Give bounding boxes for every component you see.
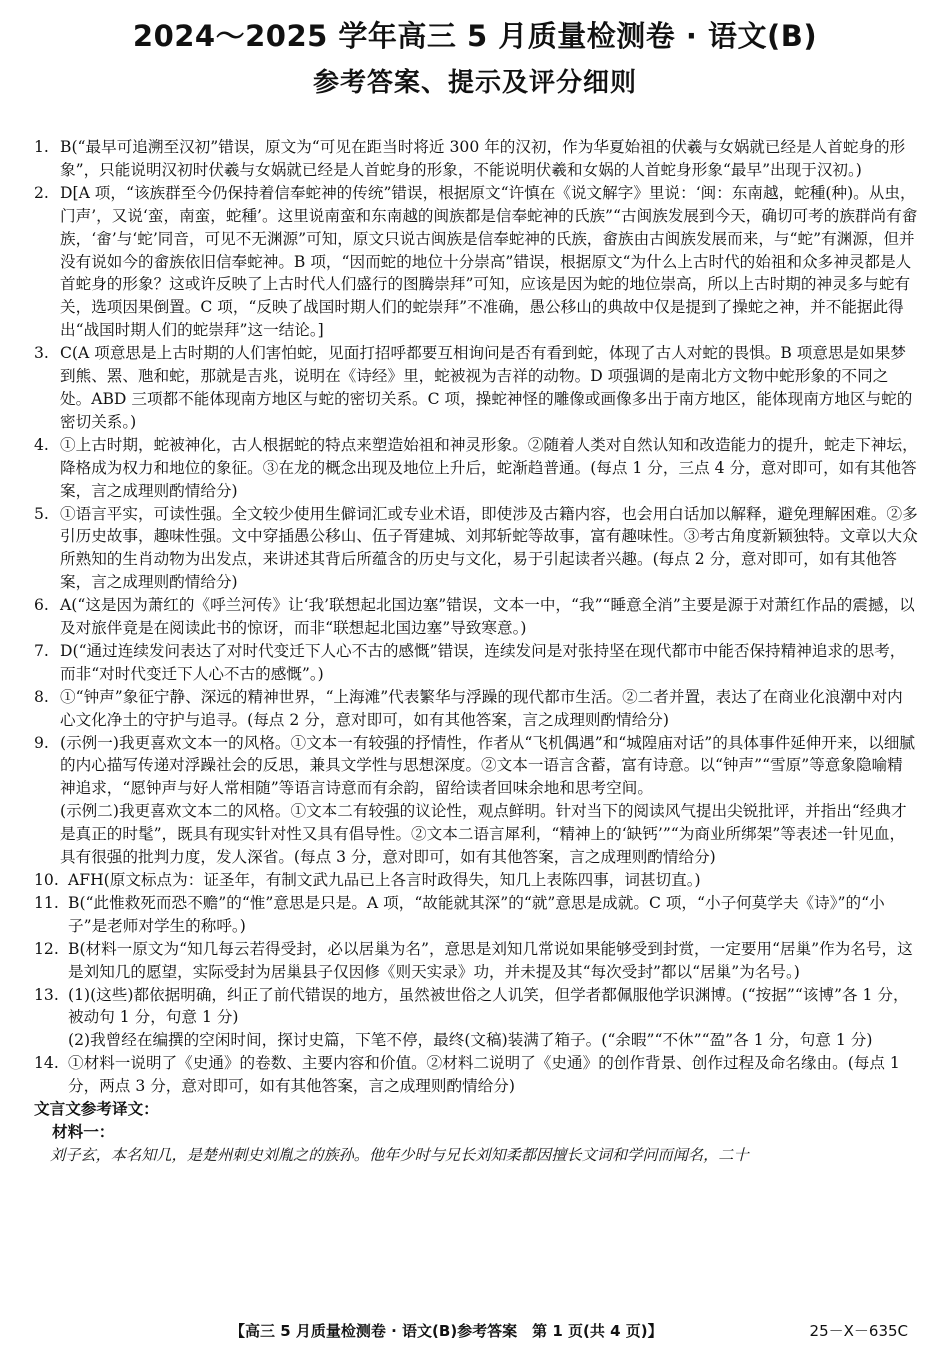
answer-item-9 bbox=[34, 732, 918, 869]
document-title: 2024～2025 学年高三 5 月质量检测卷 · 语文(B) bbox=[132, 19, 818, 53]
answer-item-6 bbox=[34, 594, 918, 640]
footer-doc-code: 25－X－635C bbox=[809, 1322, 908, 1340]
page-footer bbox=[0, 1320, 950, 1344]
answer-item-10 bbox=[34, 869, 918, 892]
answer-item-11 bbox=[34, 892, 918, 938]
answer-text: ①语言平实，可读性强。全文较少使用生僻词汇或专业术语，即使涉及古籍内容，也会用白话加以解释，避免理解困难。②多引历史故事，趣味性强。文中穿插愚公移山、伍子胥建城、刘邦斩蛇等故事，富有趣味性。③考古角度新颖独特。文章以大众所熟知的生肖动物为出发点，来讲述其背后所蕴含的历史与文化，易于引起读者兴趣。(每点 2 分，意对即可，如有其他答案，言之成理则酌情给分) bbox=[60, 504, 918, 592]
answer-number: 2. bbox=[34, 183, 49, 202]
footer-page-label: 【高三 5 月质量检测卷 · 语文(B)参考答案 第 1 页(共 4 页)】 bbox=[230, 1322, 663, 1340]
answer-number: 14. bbox=[34, 1054, 59, 1073]
answer-text: D[A 项，“该族群至今仍保持着信奉蛇神的传统”错误，根据原文“许慎在《说文解字》里说：‘闽：东南越，蛇種(种)。从虫，门声’，又说‘蛮，南蛮，蛇種’。这里说南蛮和东南越的闽族都是信奉蛇神的氏族”“古闽族发展到今天，确切可考的族群尚有畲族，‘畲’与‘蛇’同音，可见不无渊源”可知，原文只说古闽族是信奉蛇神的氏族，畲族由古闽族发展而来，与“蛇”有渊源，但并没有说如今的畲族依旧信奉蛇神。B 项，“因而蛇的地位十分崇高”错误，根据原文“为什么上古时代的始祖和众多神灵都是人首蛇身的形象？这或许反映了上古时代人们盛行的图腾崇拜”可知，应该是因为蛇的地位崇高，所以上古时期的神灵多与蛇有关，选项因果倒置。C 项，“反映了战国时期人们的蛇崇拜”不准确，愚公移山的典故中仅是提到了操蛇之神，并不能据此得出“战国时期人们的蛇崇拜”这一结论。] bbox=[60, 183, 918, 340]
answer-number: 5. bbox=[34, 504, 49, 523]
answer-text: D(“通过连续发问表达了对时代变迁下人心不古的感慨”错误，连续发问是对张持坚在现代都市中能否保持精神追求的思考，而非“对时代变迁下人心不古的感慨”。) bbox=[60, 641, 906, 683]
answer-item-13 bbox=[34, 984, 918, 1053]
answer-item-7 bbox=[34, 640, 918, 686]
answer-number: 8. bbox=[34, 687, 49, 706]
answer-text-part-two: (2)我曾经在编撰的空闲时间，探讨史篇，下笔不停，最终(文稿)装满了箱子。(“余暇”“不休”“盈”各 1 分，句意 1 分) bbox=[68, 1031, 873, 1050]
answer-text: B(“最早可追溯至汉初”错误，原文为“可见在距当时将近 300 年的汉初，作为华夏始祖的伏羲与女娲就已经是人首蛇身的形象”，只能说明汉初时伏羲与女娲就已经是人首蛇身的形象，不能说明伏羲和女娲的人首蛇身形象“最早”出现于汉初。) bbox=[60, 138, 906, 179]
answer-number: 7. bbox=[34, 641, 49, 660]
answer-number: 6. bbox=[34, 596, 49, 615]
answer-text: (1)(这些)都依据明确，纠正了前代错误的地方，虽然被世俗之人讥笑，但学者都佩服他学识渊博。(“按据”“该博”各 1 分，被动句 1 分，句意 1 分) bbox=[68, 985, 909, 1027]
answer-text: ①上古时期，蛇被神化，古人根据蛇的特点来塑造始祖和神灵形象。②随着人类对自然认知和改造能力的提升，蛇走下神坛，降格成为权力和地位的象征。③在龙的概念出现及地位上升后，蛇渐趋普通。(每点 1 分，三点 4 分，意对即可，如有其他答案，言之成理则酌情给分) bbox=[60, 435, 918, 500]
translation-section-title: 文言文参考译文： bbox=[34, 1100, 159, 1119]
translation-text: 刘子玄，本名知几，是楚州刺史刘胤之的族孙。他年少时与兄长刘知柔都因擅长文词和学问而闻名，二十 bbox=[50, 1145, 749, 1164]
answer-item-2 bbox=[34, 182, 918, 342]
answer-body bbox=[34, 136, 918, 1167]
answer-text: A(“这是因为萧红的《呼兰河传》让‘我’联想起北国边塞”错误，文本一中，“我”“睡意全消”主要是源于对萧红作品的震撼，以及对旅伴竟是在阅读此书的惊讶，而非“联想起北国边塞”导致寒意。) bbox=[60, 596, 915, 638]
answer-text: C(A 项意思是上古时期的人们害怕蛇，见面打招呼都要互相询问是否有看到蛇，体现了古人对蛇的畏惧。B 项意思是如果梦到熊、罴、虺和蛇，那就是吉兆，说明在《诗经》里，蛇被视为吉祥的动物。D 项强调的是南北方文物中蛇形象的不同之处。ABD 三项都不能体现南方地区与蛇的密切关系。C 项，操蛇神怪的雕像或画像多出于南方地区，能体现南方地区与蛇的密切关系。) bbox=[60, 344, 913, 431]
answer-item-8 bbox=[34, 686, 918, 732]
translation-material-title: 材料一： bbox=[52, 1122, 115, 1141]
answer-number: 9. bbox=[34, 733, 49, 752]
answer-number: 3. bbox=[34, 344, 49, 363]
answer-number: 13. bbox=[34, 985, 59, 1004]
answer-text: ①“钟声”象征宁静、深远的精神世界，“上海滩”代表繁华与浮躁的现代都市生活。②二者并置，表达了在商业化浪潮中对内心文化净土的守护与追寻。(每点 2 分，意对即可，如有其他答案，言之成理则酌情给分) bbox=[60, 687, 903, 729]
answer-item-5 bbox=[34, 503, 918, 595]
answer-text: AFH(原文标点为：证圣年，有制文武九品已上各言时政得失，知几上表陈四事，词甚切直。) bbox=[68, 871, 701, 889]
answer-text: (示例一)我更喜欢文本一的风格。①文本一有较强的抒情性，作者从“飞机偶遇”和“城隍庙对话”的具体事件延伸开来，以细腻的内心描写传递对浮躁社会的反思，兼具文学性与思想深度。②文本一语言含蓄，富有诗意。以“钟声”“雪原”等意象隐喻精神追求，“愿钟声与好人常相随”等语言诗意而有余韵，留给读者回味余地和思考空间。 bbox=[60, 733, 915, 798]
answer-item-1 bbox=[34, 136, 918, 182]
answer-item-12 bbox=[34, 938, 918, 984]
answer-text: ①材料一说明了《史通》的卷数、主要内容和价值。②材料二说明了《史通》的创作背景、创作过程及命名缘由。(每点 1 分，两点 3 分，意对即可，如有其他答案，言之成理则酌情给分) bbox=[68, 1054, 900, 1096]
document-subtitle: 参考答案、提示及评分细则 bbox=[312, 68, 637, 98]
answer-number: 11. bbox=[34, 893, 59, 912]
answer-number: 4. bbox=[34, 435, 49, 454]
answer-number: 10. bbox=[34, 871, 59, 889]
answer-text-example-two: (示例二)我更喜欢文本二的风格。①文本二有较强的议论性，观点鲜明。针对当下的阅读风气提出尖锐批评，并指出“经典才是真正的时髦”，既具有现实针对性又具有倡导性。②文本二语言犀利，“精神上的‘缺钙’”“为商业所绑架”等表述一针见血，具有很强的批判力度，发人深省。(每点 3 分，意对即可，如有其他答案，言之成理则酌情给分) bbox=[60, 802, 907, 867]
answer-number: 12. bbox=[34, 939, 59, 958]
answer-text: B(“此惟救死而恐不赡”的“惟”意思是只是。A 项，“故能就其深”的“就”意思是成就。C 项，“小子何莫学夫《诗》”的“小子”是老师对学生的称呼。) bbox=[68, 893, 885, 935]
answer-item-4 bbox=[34, 434, 918, 503]
answer-number: 1. bbox=[34, 138, 49, 156]
answer-text: B(材料一原文为“知几每云若得受封，必以居巢为名”，意思是刘知几常说如果能够受到封赏，一定要用“居巢”作为名号，这是刘知几的愿望，实际受封为居巢县子仅因修《则天实录》功，并未提及其“每次受封”都以“居巢”为名号。) bbox=[68, 939, 913, 981]
answer-item-3 bbox=[34, 342, 918, 434]
answer-item-14 bbox=[34, 1052, 918, 1098]
